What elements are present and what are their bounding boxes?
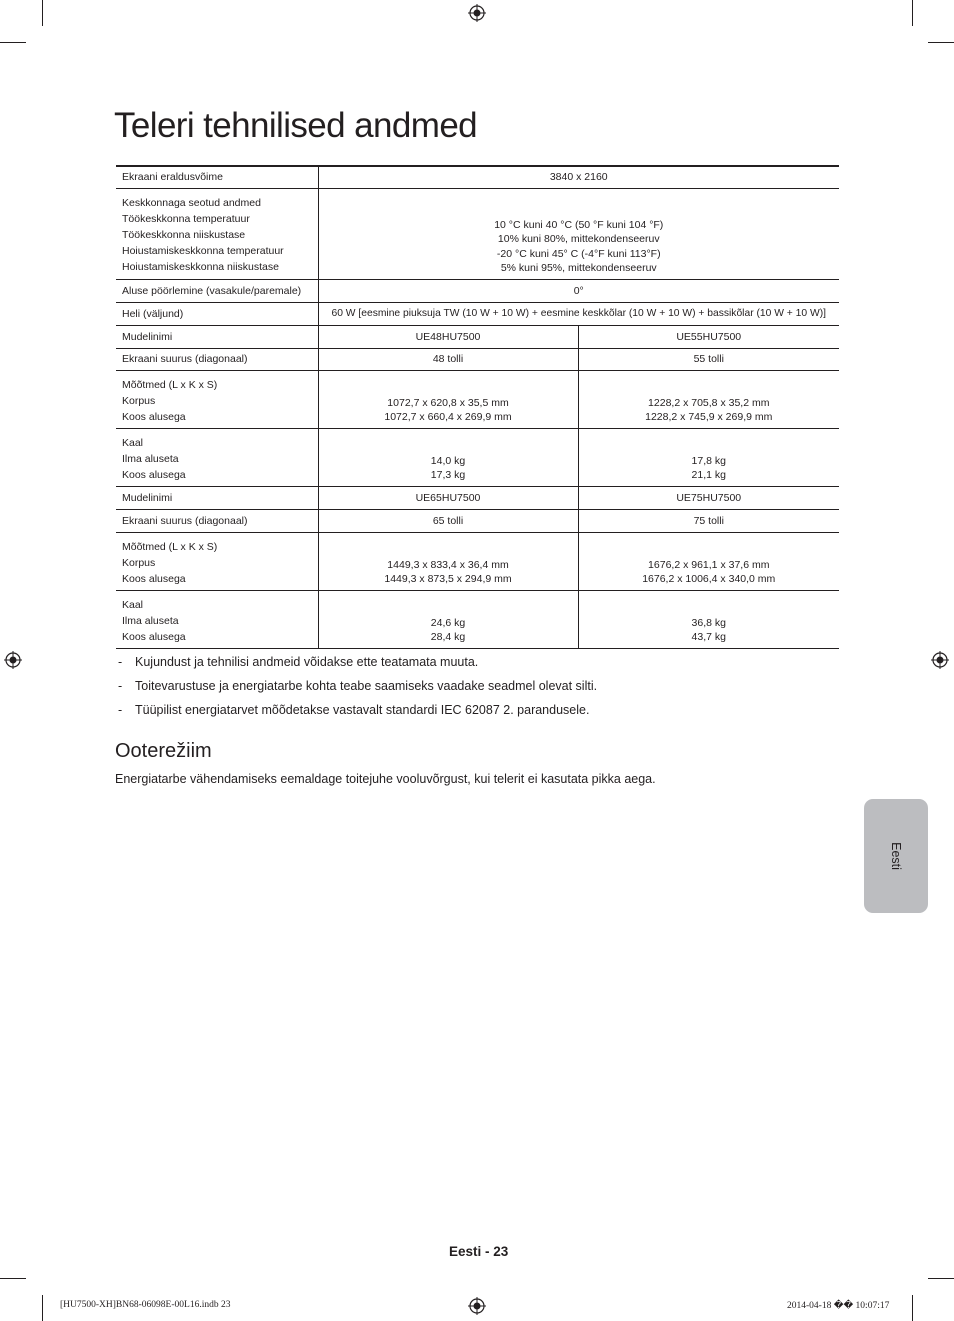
- table-row: [116, 188, 839, 279]
- row-value-line: 24,6 kg: [430, 616, 466, 629]
- crop-mark: [928, 1278, 954, 1279]
- bullet-dash: -: [118, 703, 123, 717]
- section-paragraph: Energiatarbe vähendamiseks eemaldage toitejuhe vooluvõrgust, kui telerit ei kasutata pikka aega.: [115, 772, 656, 786]
- row-value: [318, 590, 578, 648]
- row-label-line: Koos alusega: [122, 630, 186, 643]
- row-label: Aluse pöörlemine (vasakule/paremale): [116, 279, 318, 302]
- row-label: Ekraani suurus (diagonaal): [116, 509, 318, 532]
- language-tab: [864, 799, 928, 913]
- row-value: UE48HU7500: [318, 325, 578, 348]
- row-value: UE55HU7500: [578, 325, 839, 348]
- print-slug-timestamp: 2014-04-18 �� 10:07:17: [787, 1301, 890, 1311]
- row-label-line: Kaal: [122, 598, 144, 611]
- table-row: [116, 486, 839, 509]
- page-number: Eesti - 23: [449, 1244, 509, 1259]
- row-value-line: 1228,2 x 705,8 x 35,2 mm: [648, 396, 770, 409]
- row-value: [318, 370, 578, 428]
- row-value: 65 tolli: [318, 509, 578, 532]
- crop-mark: [0, 1278, 26, 1279]
- row-value-line: 1228,2 x 745,9 x 269,9 mm: [645, 411, 773, 423]
- row-value: UE75HU7500: [578, 486, 839, 509]
- row-value-line: 17,3 kg: [430, 469, 466, 481]
- crop-mark: [928, 42, 954, 43]
- note-text: Tüüpilist energiatarvet mõõdetakse vastavalt standardi IEC 62087 2. parandusele.: [135, 703, 590, 717]
- row-value: [318, 532, 578, 590]
- row-value: [318, 428, 578, 486]
- table-row: [116, 532, 839, 590]
- row-label-line: Ilma aluseta: [122, 452, 179, 465]
- row-value-line: 43,7 kg: [691, 631, 726, 643]
- row-label-line: Hoiustamiskeskkonna temperatuur: [122, 244, 284, 257]
- row-value: 48 tolli: [318, 348, 578, 370]
- row-label: Heli (väljund): [116, 302, 318, 325]
- row-value-line: 1676,2 x 1006,4 x 340,0 mm: [642, 573, 776, 585]
- row-label-line: Ilma aluseta: [122, 614, 179, 627]
- registration-mark-icon: [931, 651, 949, 669]
- table-row: [116, 279, 839, 302]
- section-heading: Ooterežiim: [115, 740, 212, 762]
- row-value-line: 28,4 kg: [430, 631, 466, 643]
- row-label-line: Mõõtmed (L x K x S): [122, 378, 218, 391]
- row-value-line: 1676,2 x 961,1 x 37,6 mm: [648, 558, 770, 571]
- spec-table: [116, 165, 839, 649]
- row-label: [116, 188, 318, 279]
- row-value: [578, 590, 839, 648]
- row-value-line: 14,0 kg: [430, 454, 466, 467]
- bullet-dash: -: [118, 679, 123, 693]
- row-value-line: 1072,7 x 660,4 x 269,9 mm: [384, 411, 512, 423]
- row-label-line: Keskkonnaga seotud andmed: [122, 196, 261, 209]
- row-value: [318, 188, 839, 279]
- row-label: [116, 590, 318, 648]
- registration-mark-icon: [468, 1297, 486, 1315]
- row-value: [578, 428, 839, 486]
- row-label: [116, 532, 318, 590]
- table-row: [116, 428, 839, 486]
- row-label-line: Töökeskkonna temperatuur: [122, 212, 250, 225]
- language-tab-label: Eesti: [889, 842, 903, 870]
- table-row: [116, 590, 839, 648]
- row-value: 75 tolli: [578, 509, 839, 532]
- row-value: 60 W [eesmine piuksuja TW (10 W + 10 W) + eesmine keskkõlar (10 W + 10 W) + bassikõlar (10 W + 10 W)]: [318, 302, 839, 325]
- table-row: [116, 509, 839, 532]
- row-value-line: 21,1 kg: [691, 469, 726, 481]
- note-text: Kujundust ja tehnilisi andmeid võidakse ette teatamata muuta.: [135, 655, 479, 669]
- row-label: [116, 428, 318, 486]
- print-slug-filename: [HU7500-XH]BN68-06098E-00L16.indb 23: [60, 1300, 231, 1310]
- row-value: [578, 370, 839, 428]
- registration-mark-icon: [4, 651, 22, 669]
- row-label-line: Koos alusega: [122, 468, 186, 481]
- crop-mark: [0, 42, 26, 43]
- row-value: UE65HU7500: [318, 486, 578, 509]
- row-label: Ekraani eraldusvõime: [116, 166, 318, 188]
- row-label-line: Koos alusega: [122, 572, 186, 585]
- row-label: Mudelinimi: [116, 486, 318, 509]
- row-value-line: 1449,3 x 833,4 x 36,4 mm: [387, 558, 509, 571]
- row-value: 0°: [318, 279, 839, 302]
- row-label-line: Mõõtmed (L x K x S): [122, 540, 218, 553]
- row-value-line: 17,8 kg: [691, 454, 726, 467]
- row-value-line: 10% kuni 80%, mittekondenseeruv: [497, 233, 660, 245]
- note-text: Toitevarustuse ja energiatarbe kohta teabe saamiseks vaadake seadmel olevat silti.: [135, 679, 598, 693]
- row-label-line: Koos alusega: [122, 410, 186, 423]
- row-value: 55 tolli: [578, 348, 839, 370]
- row-label: Mudelinimi: [116, 325, 318, 348]
- crop-mark: [42, 0, 43, 26]
- table-row: [116, 302, 839, 325]
- table-row: [116, 166, 839, 188]
- row-value-line: 1449,3 x 873,5 x 294,9 mm: [384, 573, 512, 585]
- row-value-line: 10 °C kuni 40 °C (50 °F kuni 104 °F): [494, 218, 664, 231]
- row-label-line: Hoiustamiskeskkonna niiskustase: [122, 260, 279, 273]
- bullet-dash: -: [118, 655, 123, 669]
- row-value: 3840 x 2160: [318, 166, 839, 188]
- row-value-line: 1072,7 x 620,8 x 35,5 mm: [387, 396, 509, 409]
- table-row: [116, 325, 839, 348]
- row-value-line: -20 °C kuni 45° C (-4°F kuni 113°F): [496, 247, 661, 260]
- row-label-line: Kaal: [122, 436, 144, 449]
- crop-mark: [912, 0, 913, 26]
- table-row: [116, 348, 839, 370]
- row-label: [116, 370, 318, 428]
- page-title: Teleri tehnilised andmed: [114, 106, 478, 145]
- crop-mark: [42, 1295, 43, 1321]
- table-row: [116, 370, 839, 428]
- row-label-line: Korpus: [122, 394, 156, 407]
- row-label-line: Töökeskkonna niiskustase: [122, 228, 246, 241]
- registration-mark-icon: [468, 4, 486, 22]
- row-value-line: 5% kuni 95%, mittekondenseeruv: [500, 262, 657, 274]
- row-value-line: 36,8 kg: [691, 616, 726, 629]
- row-label: Ekraani suurus (diagonaal): [116, 348, 318, 370]
- crop-mark: [912, 1295, 913, 1321]
- row-label-line: Korpus: [122, 556, 156, 569]
- row-value: [578, 532, 839, 590]
